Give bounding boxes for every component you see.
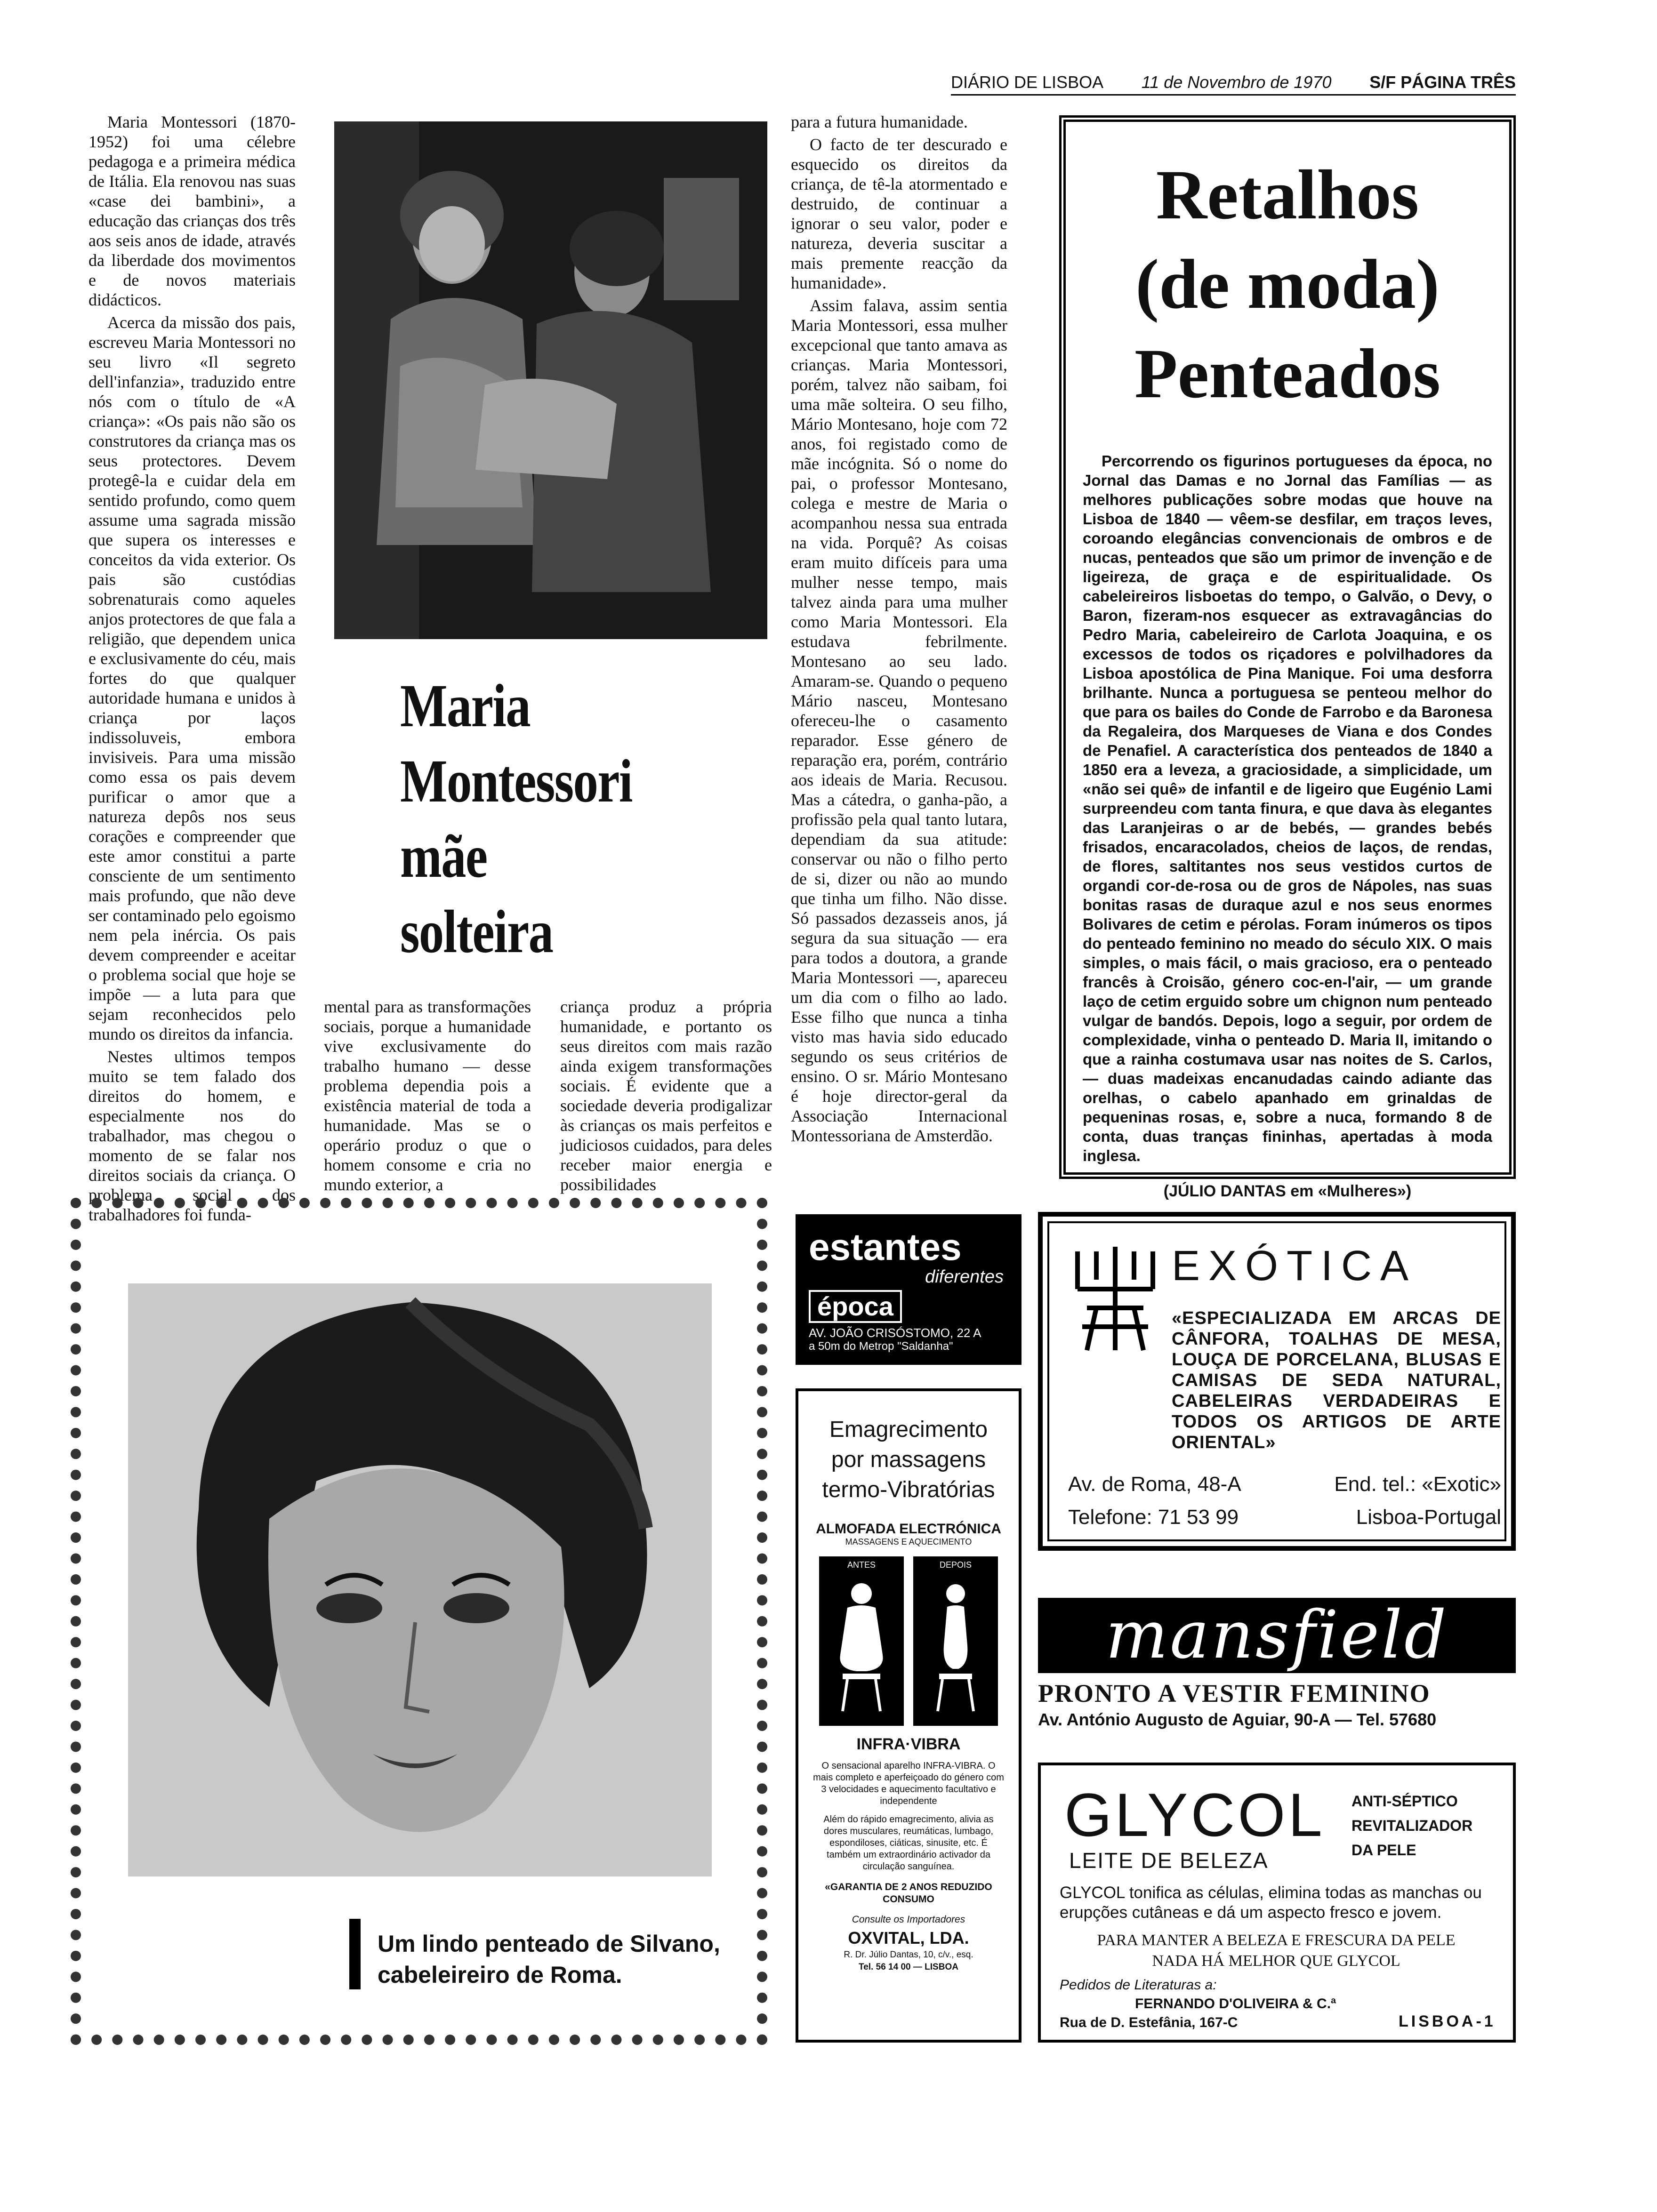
article-col-3 bbox=[560, 997, 772, 1197]
headline-line: Maria bbox=[400, 672, 530, 740]
estantes-sub: diferentes bbox=[925, 1267, 1004, 1287]
retalhos-title bbox=[1066, 150, 1509, 418]
infravibra-address: R. Dr. Júlio Dantas, 10, c/v., esq. bbox=[844, 1950, 973, 1960]
infravibra-name: INFRA·VIBRA bbox=[856, 1735, 961, 1753]
ad-estantes bbox=[796, 1214, 1022, 1365]
article-paragraph: para a futura humanidade. bbox=[791, 112, 968, 131]
depois-figure-icon bbox=[913, 1570, 998, 1721]
hair-photo-illustration bbox=[128, 1283, 712, 1876]
infravibra-consult: Consulte os Importadores bbox=[852, 1914, 965, 1925]
infravibra-figures bbox=[798, 1556, 1019, 1726]
exotica-phone-row bbox=[1068, 1506, 1501, 1529]
glycol-side-line: ANTI-SÉPTICO bbox=[1351, 1793, 1458, 1810]
antes-label: ANTES bbox=[847, 1560, 876, 1570]
article-paragraph: Maria Montessori (1870-1952) foi uma célebre pedagoga e a primeira médica de Itália. Ela renovou nas suas «case dei bambini», a educação das crianças dos três aos seis anos de idade, através da liberdade dos movimentos e de novos materiais didácticos. bbox=[88, 112, 296, 309]
glycol-sub: LEITE DE BELEZA bbox=[1069, 1848, 1269, 1873]
infravibra-headline-line: termo-Vibratórias bbox=[822, 1477, 995, 1502]
glycol-body: GLYCOL tonifica as células, elimina todas as manchas ou erupções cutâneas e dá um aspecto fresco e jovem. bbox=[1060, 1883, 1482, 1922]
infravibra-product-sub: MASSAGENS E AQUECIMENTO bbox=[845, 1537, 972, 1547]
glycol-city: LISBOA-1 bbox=[1399, 2012, 1496, 2030]
exotica-brand: EXÓTICA bbox=[1172, 1242, 1417, 1290]
retalhos-title-line: Retalhos bbox=[1156, 156, 1419, 234]
masthead-section: S/F PÁGINA TRÊS bbox=[1369, 72, 1516, 92]
headline-line: mãe bbox=[400, 823, 487, 890]
article-paragraph: Acerca da missão dos pais, escreveu Maria Montessori no seu livro «Il segreto dell'infanzia», traduzido entre nós com o título de «A criança»: «Os pais não são os construtores da criança mas os seus protectores. Devem protegê-la e cuidar dela em sentido profundo, como quem assume uma sagrada missão que supera os interesses e conceitos da vida exterior. Os pais são custódias sobrenaturais como aqueles anjos protectores de que fala a religião, que dependem unica e exclusivamente do céu, mais fortes do que qualquer autoridade humana e unidos à criança por laços indissoluveis, embora invisiveis. Para uma missão como essa os pais devem purificar o amor que a natureza depôs nos seus corações e compreender que este amor constitui a parte consciente de um sentimento mais profundo, que não deve ser contaminado pelo egoismo nem pela inércia. Os pais devem compreender e aceitar o problema social que hoje se impõe — a luta para que sejam reconhecidos pelo mundo os direitos da infancia. bbox=[88, 313, 296, 1043]
ad-infravibra bbox=[796, 1388, 1022, 2043]
article-paragraph: Nestes ultimos tempos muito se tem falado dos direitos do homem, e especialmente nos do trabalhador, mas chegou o momento de se falar nos direitos sociais da criança. O problema social dos trabalhadores foi funda- bbox=[88, 1047, 296, 1224]
exotica-phone: Telefone: 71 53 99 bbox=[1068, 1506, 1239, 1529]
exotica-address-row bbox=[1068, 1473, 1501, 1496]
estantes-title: estantes bbox=[809, 1226, 962, 1268]
hair-photo bbox=[128, 1283, 712, 1876]
masthead-date: 11 de Novembro de 1970 bbox=[1141, 72, 1332, 92]
infravibra-product: ALMOFADA ELECTRÓNICA bbox=[816, 1521, 1001, 1537]
depois-panel bbox=[913, 1556, 998, 1726]
retalhos-title-line: Penteados bbox=[1134, 335, 1440, 413]
caption-bar bbox=[349, 1919, 361, 1989]
retalhos-credit: (JÚLIO DANTAS em «Mulheres») bbox=[1163, 1182, 1412, 1200]
ad-mansfield bbox=[1038, 1598, 1516, 1734]
infravibra-desc-1: O sensacional aparelho INFRA-VIBRA. O mais completo e aperfeiçoado do género com 3 velocidades e aquecimento facultativo e independente bbox=[813, 1761, 1004, 1806]
infravibra-headline-line: Emagrecimento bbox=[829, 1417, 988, 1442]
antes-figure-icon bbox=[819, 1570, 904, 1721]
article-col-1 bbox=[88, 112, 296, 1227]
exotica-body: «ESPECIALIZADA EM ARCAS DE CÂNFORA, TOALHAS DE MESA, LOUÇA DE PORCELANA, BLUSAS E CAMISAS DE SEDA NATURAL, CABELEIRAS VERDADEIRAS E TODOS OS ARTIGOS DE ARTE ORIENTAL» bbox=[1172, 1308, 1501, 1452]
hair-photo-box bbox=[71, 1198, 767, 2045]
mansfield-brand: mansfield bbox=[1105, 1597, 1448, 1674]
glycol-side-line: DA PELE bbox=[1351, 1842, 1416, 1859]
estantes-brand: época bbox=[809, 1290, 902, 1323]
infravibra-importer: OXVITAL, LDA. bbox=[848, 1928, 969, 1948]
hair-photo-caption bbox=[378, 1928, 720, 1990]
photo-illustration bbox=[334, 121, 767, 639]
glycol-street: Rua de D. Estefânia, 167-C bbox=[1060, 2015, 1238, 2030]
masthead-paper: DIÁRIO DE LISBOA bbox=[951, 72, 1104, 92]
masthead-rule bbox=[951, 94, 1516, 96]
retalhos-title-line: (de moda) bbox=[1135, 245, 1440, 323]
glycol-company: FERNANDO D'OLIVEIRA & C.ª bbox=[1135, 1996, 1336, 2012]
article-headline bbox=[400, 668, 777, 970]
article-paragraph: mental para as transformações sociais, porque a humanidade vive exclusivamente do trabalho humano — desse problema dependia pois a existência material de toda a humanidade. Mas se o operário produz o que o homem consome e cria no mundo exterior, a bbox=[324, 997, 531, 1194]
retalhos-body: Percorrendo os figurinos portugueses da época, no Jornal das Damas e no Jornal das Famílias — as melhores publicações sobre modas que houve na Lisboa de 1840 — vêem-se desfilar, em traços leves, coroando elegâncias convencionais de ombros e de nucas, penteados que são um primor de invenção e de ligeireza, de graça e de espiritualidade. Os cabeleireiros lisboetas do tempo, o Galvão, o Devy, o Baron, fizeram-nos esquecer as extravagâncias do Pedro Maria, cabeleireiro de Carlota Joaquina, e os excessos de todos os riçadores e polvilhadores da Lisboa apostólica de Pina Manique. Foi uma desforra brilhante. Nunca a portuguesa se penteou melhor do que para os bailes do Conde de Farrobo e da Baronesa da Regaleira, dos Marqueses de Viana e dos Condes de Penafiel. A característica dos penteados de 1840 a 1850 era a leveza, a graciosidade, a simplicidade, um «não sei quê» de infantil e de ligeiro que Eugénio Lami surpreendeu com tanta finura, e que dava às elegantes das Laranjeiras o ar de bebés, — grandes bebés frisados, encaracolados, cheios de laços, de rendas, de flores, saltitantes nos seus vestidos curtos de organdi cor-de-rosa ou de gros de Nápoles, nas suas bonitas rasas de duraque azul e nos seus enormes Bolivares de cetim e pérolas. Foram inúmeros os tipos do penteado feminino no meado do século XIX. O mais simples, o mais fácil, o mais gracioso, era o penteado francês à Croisão, género coc-en-l'air, — um grande laço de cetim erguido sobre um chignon num penteado vulgar de bandós. Depois, logo a seguir, por ordem de complexidade, vinha o penteado D. Maria II, imitando o que a rainha costumava usar nas noites de S. Carlos, — duas madeixas encanudadas caindo adiante das orelhas, o cabelo apanhado em grinaldas de pequeninas rosas, e, sobre a nuca, formando 8 de conta, duas tranças fininhas, apertadas à moda inglesa. bbox=[1083, 452, 1492, 1164]
exotica-inner bbox=[1047, 1221, 1506, 1541]
article-paragraph: O facto de ter descurado e esquecido os direitos da criança, de tê-la atormentado e destruido, de continuar a ignorar o seu valor, poder e natureza, deveria suscitar a mais premente reacção da humanidade». bbox=[791, 135, 1007, 292]
estantes-address: AV. JOÃO CRISÓSTOMO, 22 A bbox=[809, 1326, 981, 1340]
infravibra-desc-2: Além do rápido emagrecimento, alivia as dores musculares, reumáticas, lumbago, espondiloses, ciáticas, sinusite, etc. É também um extraordinário activador da circulação sanguínea. bbox=[823, 1814, 994, 1872]
montessori-photo bbox=[334, 121, 767, 639]
article-paragraph: Assim falava, assim sentia Maria Montessori, essa mulher excepcional que tanto amava as crianças. Maria Montessori, porém, talvez não saibam, foi uma mãe solteira. O seu filho, Mário Montesano, hoje com 72 anos, foi registado como de mãe incógnita. Só o nome do pai, o professor Montesano, colega e mestre de Maria o acompanhou nessa sua entrada na vida. Porquê? As coisas eram muito difíceis para uma mulher nesse tempo, mais talvez ainda para uma mulher como Maria Montessori. Ela estudava febrilmente. Montesano ao seu lado. Amaram-se. Quando o pequeno Mário nasceu, Montesano ofereceu-lhe o casamento reparador. Esse género de reparação era, porém, contrário aos ideais de Maria. Recusou. Mas a cátedra, o ganha-pão, a profissão pela qual tanto lutara, dependiam da sua atitude: conservar ou não o filho perto de si, dizer ou não ao mundo que tinha um filho. Não disse. Só passados dezasseis anos, já segura da sua situação — era para todos a doutora, a grande Maria Montessori —, apareceu um dia com o filho ao lado. Esse filho que nunca a tinha visto mas havia sido educado segundo os seus critérios de ensino. O sr. Mário Montesano é hoje director-geral da Associação Internacional Montessoriana de Amsterdão. bbox=[791, 296, 1007, 1145]
exotica-symbol-icon bbox=[1068, 1242, 1162, 1355]
article-paragraph: criança produz a própria humanidade, e portanto os seus direitos com mais razão ainda exigem transformações sociais. É evidente que a sociedade deveria prodigalizar às crianças os mais perfeitos e judiciosos cuidados, para deles receber maior energia e possibilidades bbox=[560, 997, 772, 1194]
infravibra-headline-line: por massagens bbox=[831, 1447, 986, 1472]
headline-line: Montessori bbox=[400, 747, 632, 815]
glycol-order: Pedidos de Literaturas a: bbox=[1060, 1977, 1217, 1993]
glycol-slogan: PARA MANTER A BELEZA E FRESCURA DA PELE NADA HÁ MELHOR QUE GLYCOL bbox=[1097, 1931, 1456, 1970]
glycol-side-line: REVITALIZADOR bbox=[1351, 1817, 1473, 1834]
infravibra-guarantee: «GARANTIA DE 2 ANOS REDUZIDO CONSUMO bbox=[825, 1882, 992, 1905]
infravibra-headline bbox=[798, 1415, 1019, 1505]
glycol-side bbox=[1351, 1789, 1472, 1862]
ad-exotica bbox=[1038, 1212, 1516, 1551]
ad-glycol bbox=[1038, 1763, 1516, 2043]
headline-line: solteira bbox=[400, 898, 553, 966]
infravibra-tel: Tel. 56 14 00 — LISBOA bbox=[859, 1962, 958, 1972]
exotica-city: Lisboa-Portugal bbox=[1356, 1506, 1501, 1529]
masthead bbox=[951, 71, 1516, 94]
exotica-address: Av. de Roma, 48-A bbox=[1068, 1473, 1241, 1496]
mansfield-tagline: PRONTO A VESTIR FEMININO bbox=[1038, 1679, 1431, 1707]
antes-panel bbox=[819, 1556, 904, 1726]
estantes-metro: a 50m do Metrop "Saldanha" bbox=[809, 1340, 953, 1353]
depois-label: DEPOIS bbox=[939, 1560, 972, 1570]
article-col-2 bbox=[324, 997, 531, 1197]
mansfield-address: Av. António Augusto de Aguiar, 90-A — Tel. 57680 bbox=[1038, 1710, 1437, 1729]
caption-line: cabeleireiro de Roma. bbox=[378, 1962, 622, 1988]
mansfield-logo-bar bbox=[1038, 1598, 1516, 1673]
retalhos-box bbox=[1059, 115, 1516, 1200]
article-col-4 bbox=[791, 112, 1007, 1148]
exotica-tel-label: End. tel.: «Exotic» bbox=[1334, 1473, 1501, 1496]
caption-line: Um lindo penteado de Silvano, bbox=[378, 1931, 720, 1957]
glycol-brand: GLYCOL bbox=[1064, 1780, 1325, 1849]
